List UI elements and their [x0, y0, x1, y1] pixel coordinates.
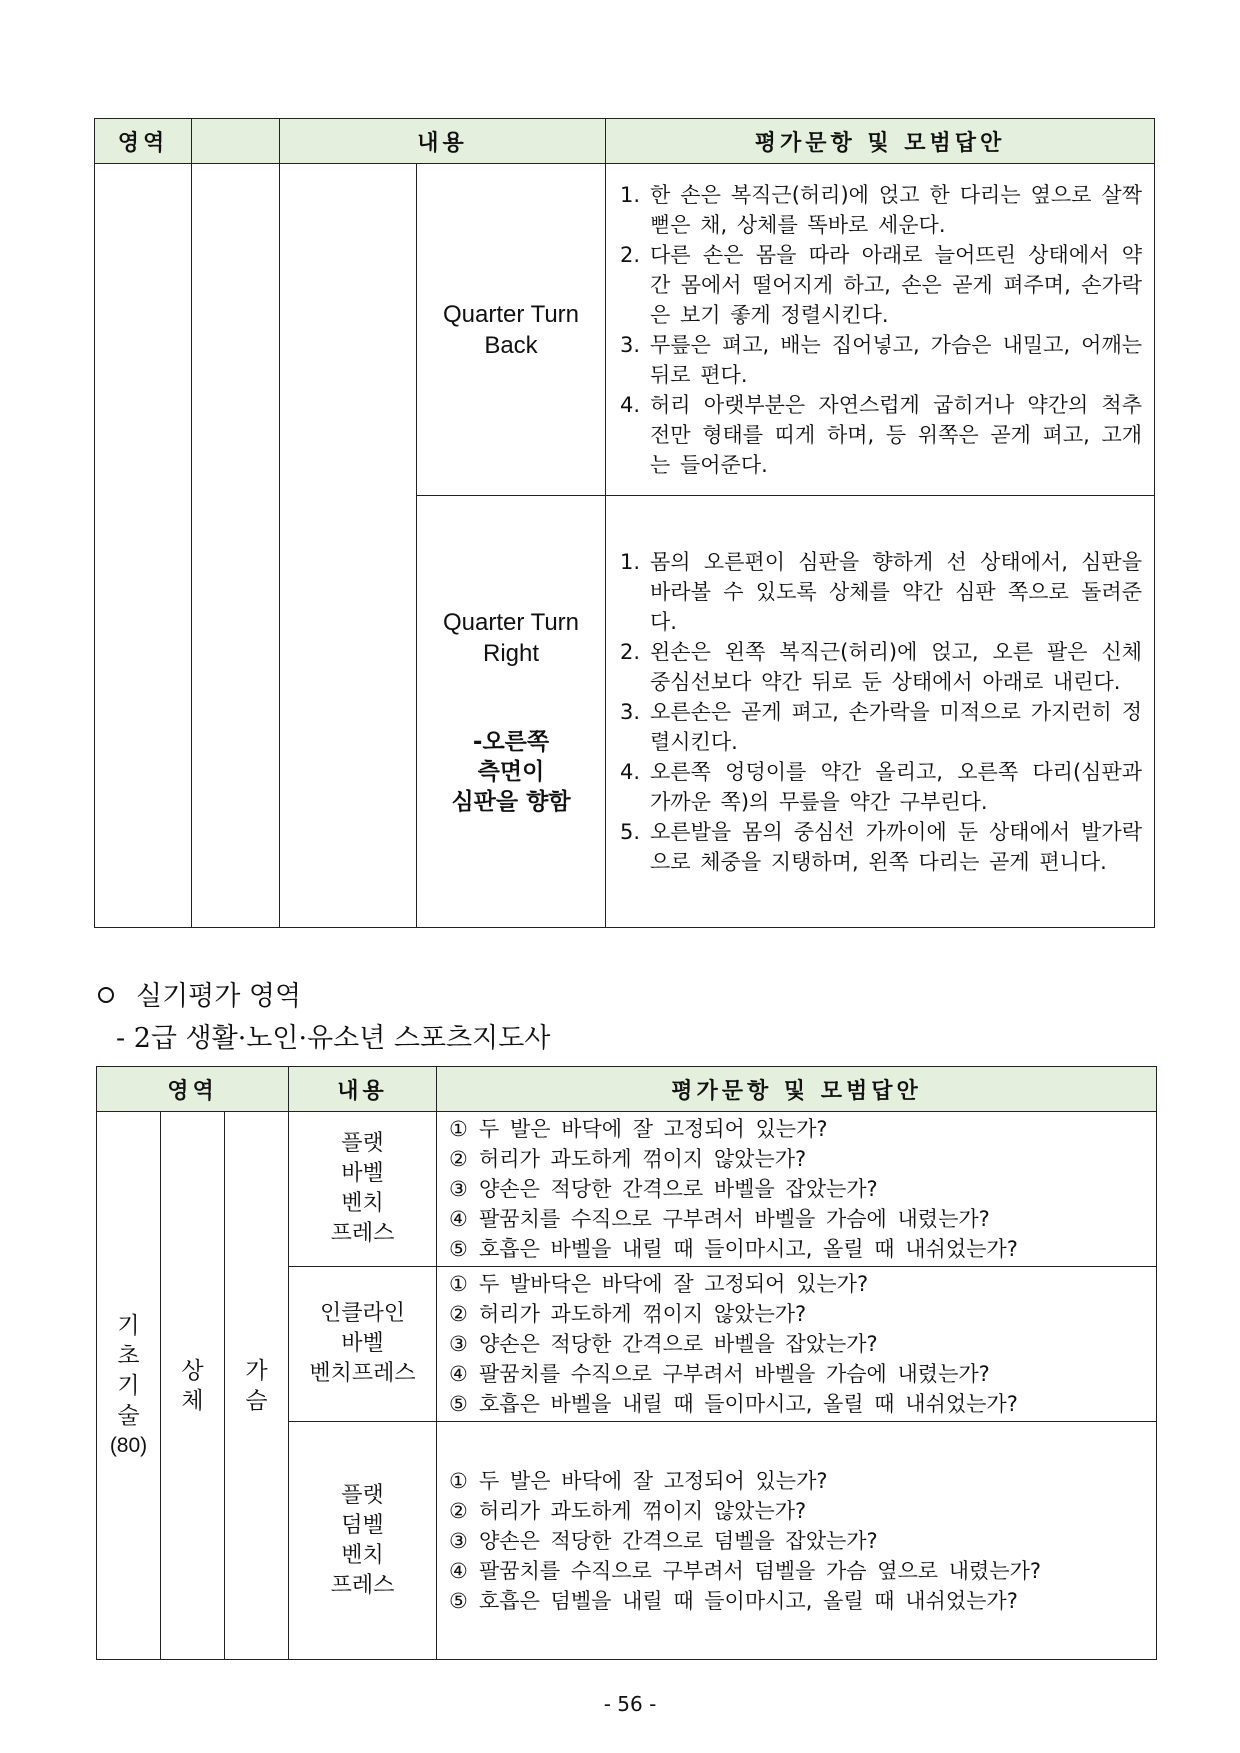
area-char: 상 [181, 1357, 204, 1384]
item-text: 양손은 적당한 간격으로 바벨을 잡았는가? [479, 1332, 878, 1356]
list-item [620, 547, 1142, 637]
item-marker: ② [449, 1498, 468, 1523]
item-text: 두 발은 바닥에 잘 고정되어 있는가? [479, 1468, 828, 1493]
checklist-cell [437, 1422, 1157, 1660]
pose-evaluation-table [94, 118, 1155, 928]
step-text: 왼손은 왼쪽 복직근(허리)에 얹고, 오른 팔은 신체 중심선보다 약간 뒤로 둔 상태에서 아래로 내린다. [650, 639, 1143, 694]
list-item [620, 757, 1142, 817]
practical-evaluation-table [96, 1066, 1157, 1660]
item-marker: ① [449, 1468, 468, 1493]
list-item [449, 1234, 1146, 1264]
list-item [449, 1114, 1146, 1144]
area-char: 체 [181, 1387, 204, 1414]
item-text: 허리가 과도하게 꺾이지 않았는가? [479, 1147, 807, 1171]
step-number: 3. [620, 699, 641, 724]
step-number: 2. [620, 242, 641, 267]
area-basic-skills [97, 1112, 161, 1660]
list-item [620, 697, 1142, 757]
area-cell-2 [192, 164, 280, 928]
item-text: 호흡은 바벨을 내릴 때 들이마시고, 올릴 때 내쉬었는가? [479, 1237, 1018, 1261]
exercise-name-line: 인클라인 [319, 1301, 405, 1326]
note-line: 심판을 향함 [451, 788, 571, 815]
area-char: 기 [117, 1312, 140, 1339]
checklist-cell [437, 1112, 1157, 1267]
pose-name-line: Quarter Turn [442, 608, 580, 636]
circle-bullet-icon [98, 987, 114, 1003]
step-number: 1. [620, 182, 641, 207]
list-item [449, 1586, 1146, 1616]
exercise-name-line: 벤치프레스 [309, 1361, 416, 1386]
exercise-name-cell [289, 1267, 437, 1422]
item-text: 두 발은 바닥에 잘 고정되어 있는가? [479, 1117, 828, 1141]
item-text: 팔꿈치를 수직으로 구부려서 바벨을 가슴에 내렸는가? [479, 1362, 990, 1386]
item-marker: ③ [449, 1177, 468, 1201]
list-item [449, 1526, 1146, 1556]
note-line: 측면이 [477, 758, 545, 785]
header-evaluation: 평가문항 및 모범답안 [606, 119, 1155, 164]
pose-name-line: Right [482, 639, 540, 667]
item-marker: ③ [449, 1332, 468, 1356]
area-char: 가 [245, 1357, 268, 1384]
step-text: 다른 손은 몸을 따라 아래로 늘어뜨린 상태에서 약간 몸에서 떨어지게 하고, 손은 곧게 펴주며, 손가락은 보기 좋게 정렬시킨다. [650, 242, 1143, 327]
exercise-name-line: 플랫 [341, 1131, 384, 1156]
steps-cell [606, 164, 1155, 496]
list-item [449, 1329, 1146, 1359]
pose-name-line: Back [484, 331, 538, 359]
pose-name-cell [417, 496, 606, 928]
exercise-name-line: 덤벨 [341, 1512, 384, 1538]
item-text: 호흡은 덤벨을 내릴 때 들이마시고, 올릴 때 내쉬었는가? [479, 1588, 1018, 1613]
item-text: 허리가 과도하게 꺾이지 않았는가? [479, 1302, 807, 1326]
list-item [449, 1389, 1146, 1419]
list-item [620, 330, 1142, 390]
area-char: 초 [117, 1342, 140, 1369]
checklist [437, 1112, 1156, 1266]
item-marker: ⑤ [449, 1588, 468, 1613]
exercise-name-cell [289, 1112, 437, 1267]
exercise-name-line: 벤치 [341, 1191, 384, 1216]
header-content: 내용 [280, 119, 606, 164]
list-item [620, 390, 1142, 480]
item-marker: ④ [449, 1207, 468, 1231]
exercise-name-line: 벤치 [341, 1542, 384, 1568]
item-text: 팔꿈치를 수직으로 구부려서 바벨을 가슴에 내렸는가? [479, 1207, 990, 1231]
list-item [449, 1496, 1146, 1526]
item-text: 팔꿈치를 수직으로 구부려서 덤벨을 가슴 옆으로 내렸는가? [479, 1558, 1042, 1583]
area-cell-3 [280, 164, 417, 928]
checklist [437, 1267, 1156, 1421]
item-text: 양손은 적당한 간격으로 덤벨을 잡았는가? [479, 1528, 878, 1553]
pose-name-cell [417, 164, 606, 496]
step-number: 4. [620, 759, 641, 784]
area-upper-body [161, 1112, 225, 1660]
step-number: 4. [620, 392, 641, 417]
step-number: 3. [620, 332, 641, 357]
steps-list [606, 176, 1154, 484]
checklist [437, 1464, 1156, 1618]
exercise-name-cell [289, 1422, 437, 1660]
list-item [449, 1466, 1146, 1496]
item-marker: ① [449, 1272, 468, 1296]
exercise-name-line: 바벨 [341, 1161, 384, 1186]
table-header-row [97, 1067, 1157, 1112]
item-marker: ⑤ [449, 1237, 468, 1261]
item-marker: ② [449, 1147, 468, 1171]
step-text: 몸의 오른편이 심판을 향하게 선 상태에서, 심판을 바라볼 수 있도록 상체를 약간 심판 쪽으로 돌려준다. [650, 549, 1143, 634]
item-text: 호흡은 바벨을 내릴 때 들이마시고, 올릴 때 내쉬었는가? [479, 1392, 1018, 1416]
step-text: 무릎은 펴고, 배는 집어넣고, 가슴은 내밀고, 어깨는 뒤로 편다. [650, 332, 1143, 387]
step-number: 1. [620, 549, 641, 574]
area-char: 기 [117, 1372, 140, 1399]
page-number: - 56 - [603, 1692, 657, 1716]
section-subtitle: - 2급 생활·노인·유소년 스포츠지도사 [116, 1023, 551, 1054]
table-row [97, 1112, 1157, 1267]
list-item [449, 1556, 1146, 1586]
list-item [449, 1174, 1146, 1204]
step-text: 허리 아랫부분은 자연스럽게 굽히거나 약간의 척추전만 형태를 띠게 하며, 등 위쪽은 곧게 펴고, 고개는 들어준다. [650, 392, 1143, 477]
list-item [449, 1299, 1146, 1329]
list-item [620, 240, 1142, 330]
section-title [98, 974, 301, 1013]
step-text: 오른발을 몸의 중심선 가까이에 둔 상태에서 발가락으로 체중을 지탱하며, 왼쪽 다리는 곧게 편니다. [650, 819, 1143, 874]
item-marker: ④ [449, 1558, 468, 1583]
list-item [620, 180, 1142, 240]
list-item [449, 1144, 1146, 1174]
step-text: 오른손은 곧게 펴고, 손가락을 미적으로 가지런히 정렬시킨다. [650, 699, 1143, 754]
list-item [620, 817, 1142, 877]
header-area: 영역 [95, 119, 192, 164]
pose-direction-note [417, 727, 605, 817]
step-text: 한 손은 복직근(허리)에 얹고 한 다리는 옆으로 살짝 뻗은 채, 상체를 똑바로 세운다. [650, 182, 1143, 237]
header-content: 내용 [289, 1067, 437, 1112]
area-char: 술 [117, 1402, 140, 1429]
item-text: 허리가 과도하게 꺾이지 않았는가? [479, 1498, 807, 1523]
area-chest [225, 1112, 289, 1660]
area-cell-1 [95, 164, 192, 928]
section-title-text: 실기평가 영역 [136, 981, 302, 1012]
item-marker: ② [449, 1302, 468, 1326]
header-evaluation: 평가문항 및 모범답안 [437, 1067, 1157, 1112]
note-line: -오른쪽 [472, 728, 550, 755]
step-number: 5. [620, 819, 641, 844]
header-area: 영역 [97, 1067, 289, 1112]
item-marker: ③ [449, 1528, 468, 1553]
area-char: 슴 [245, 1387, 268, 1414]
item-marker: ⑤ [449, 1392, 468, 1416]
checklist-cell [437, 1267, 1157, 1422]
steps-cell [606, 496, 1155, 928]
exercise-name-line: 프레스 [330, 1221, 395, 1246]
step-text: 오른쪽 엉덩이를 약간 올리고, 오른쪽 다리(심판과 가까운 쪽)의 무릎을 약간 구부린다. [650, 759, 1143, 814]
steps-list [606, 543, 1154, 881]
list-item [449, 1269, 1146, 1299]
item-text: 양손은 적당한 간격으로 바벨을 잡았는가? [479, 1177, 878, 1201]
item-marker: ④ [449, 1362, 468, 1386]
list-item [620, 637, 1142, 697]
table-row [95, 164, 1155, 496]
table-header-row [95, 119, 1155, 164]
item-text: 두 발바닥은 바닥에 잘 고정되어 있는가? [479, 1272, 869, 1296]
header-blank [192, 119, 280, 164]
pose-name-line: Quarter Turn [442, 300, 580, 328]
area-score: (80) [109, 1433, 148, 1457]
exercise-name-line: 플랫 [341, 1482, 384, 1508]
step-number: 2. [620, 639, 641, 664]
exercise-name-line: 프레스 [330, 1572, 395, 1598]
exercise-name-line: 바벨 [341, 1331, 384, 1356]
list-item [449, 1204, 1146, 1234]
item-marker: ① [449, 1117, 468, 1141]
list-item [449, 1359, 1146, 1389]
